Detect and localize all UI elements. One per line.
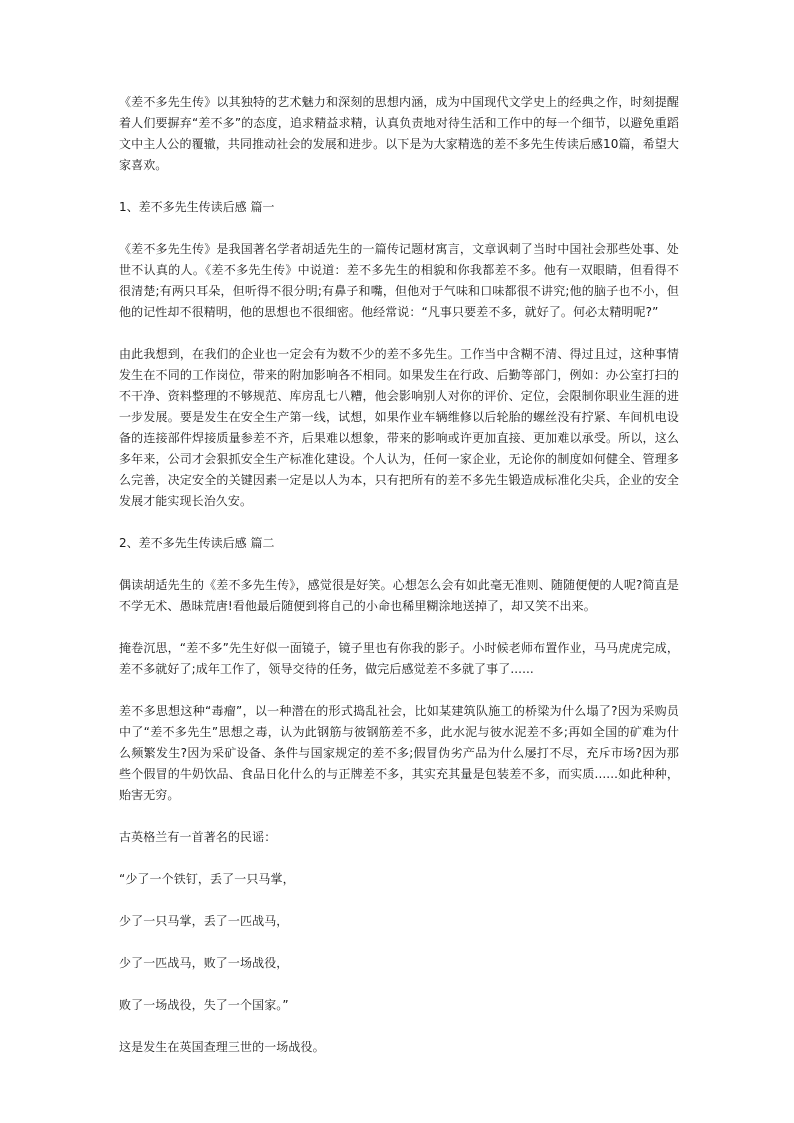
poem-line-1: “少了一个铁钉，丢了一只马掌， [119,872,295,886]
intro-paragraph: 《差不多先生传》以其独特的艺术魅力和深刻的思想内涵，成为中国现代文学史上的经典之作，时刻提醒着人们要摒弃“差不多”的态度，追求精益求精，认真负责地对待生活和工作中的每一个细节，以避免重蹈文中主人公的覆辙，共同推动社会的发展和进步。以下是为大家精选的差不多先生传读后感10篇，希望大家喜欢。 [119,95,679,172]
section-1-paragraph-1: 《差不多先生传》是我国著名学者胡适先生的一篇传记题材寓言，文章讽刺了当时中国社会那些处事、处世不认真的人。《差不多先生传》中说道：差不多先生的相貌和你我都差不多。他有一双眼睛，但看得不很清楚;有两只耳朵，但听得不很分明;有鼻子和嘴，但他对于气味和口味都很不讲究;他的脑子也不小，但他的记性却不很精明，他的思想也不很细密。他经常说：“凡事只要差不多，就好了。何必太精明呢?” [119,242,679,319]
section-2-paragraph-4: 古英格兰有一首著名的民谣： [119,830,277,844]
section-1-paragraph-2: 由此我想到，在我们的企业也一定会有为数不少的差不多先生。工作当中含糊不清、得过且过，这种事情发生在不同的工作岗位，带来的附加影响各不相同。如果发生在行政、后勤等部门，例如：办公室打扫的不干净、资料整理的不够规范、库房乱七八糟，他会影响别人对你的评价、定位，会限制你职业生涯的进一步发展。要是发生在安全生产第一线，试想，如果作业车辆维修以后轮胎的螺丝没有拧紧、车间机电设备的连接部件焊接质量参差不齐，后果难以想象，带来的影响或许更加直接、更加难以承受。所以，这么多年来，公司才会狠抓安全生产标准化建设。个人认为，任何一家企业，无论你的制度如何健全、管理多么完善，决定安全的关键因素一定是以人为本，只有把所有的差不多先生锻造成标准化尖兵，企业的安全发展才能实现长治久安。 [119,347,679,508]
section-2-paragraph-5: 这是发生在英国查理三世的一场战役。 [119,1040,325,1054]
poem-line-4: 败了一场战役，失了一个国家。” [119,998,289,1012]
document-page [119,92,679,1058]
section-2-paragraph-1: 偶读胡适先生的《差不多先生传》，感觉很是好笑。心想怎么会有如此毫无准则、随随便便的人呢?简直是不学无术、愚昧荒唐!看他最后随便到将自己的小命也稀里糊涂地送掉了，却又笑不出来。 [119,578,679,613]
section-2-paragraph-3: 差不多思想这种“毒瘤”，以一种潜在的形式捣乱社会，比如某建筑队施工的桥梁为什么塌了?因为采购员中了“差不多先生”思想之毒，认为此钢筋与彼钢筋差不多，此水泥与彼水泥差不多;再如全国的矿难为什么频繁发生?因为采矿设备、条件与国家规定的差不多;假冒伪劣产品为什么屡打不尽，充斥市场?因为那些个假冒的牛奶饮品、食品日化什么的与正牌差不多，其实充其量是包装差不多，而实质......如此种种，贻害无穷。 [119,704,679,802]
section-2-paragraph-2: 掩卷沉思，“差不多”先生好似一面镜子，镜子里也有你我的影子。小时候老师布置作业，马马虎虎完成，差不多就好了;成年工作了，领导交待的任务，做完后感觉差不多就了事了...... [119,641,679,676]
poem-line-2: 少了一只马掌，丢了一匹战马， [119,914,289,928]
section-2-heading: 2、差不多先生传读后感 篇二 [119,536,275,550]
poem-line-3: 少了一匹战马，败了一场战役， [119,956,289,970]
section-1-heading: 1、差不多先生传读后感 篇一 [119,200,275,214]
